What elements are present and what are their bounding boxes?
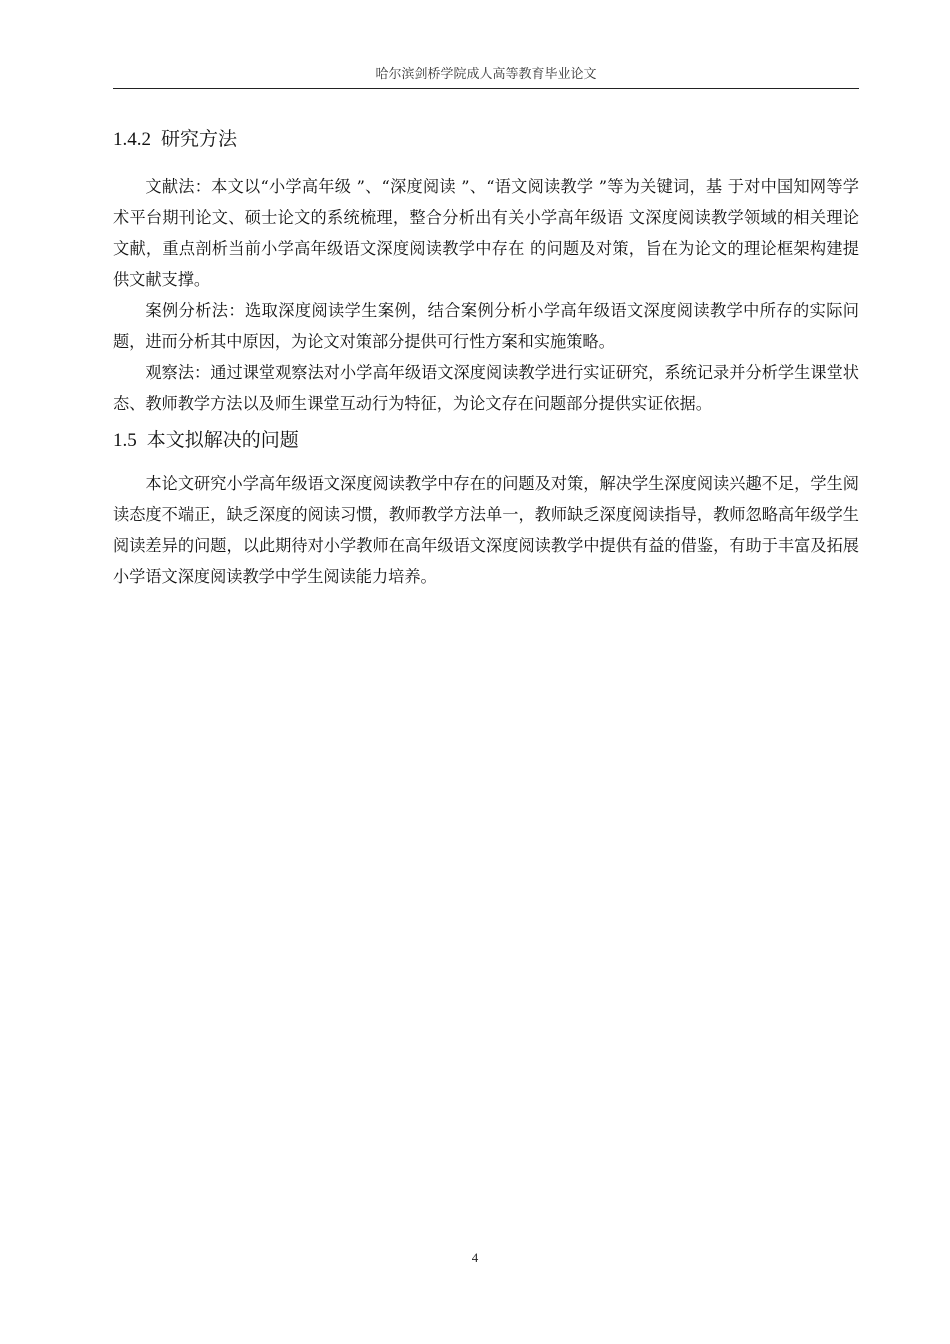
- header-rule: [113, 88, 859, 89]
- section-number: 1.4.2: [113, 129, 151, 150]
- page-number: 4: [471, 1250, 479, 1265]
- paragraph-problems-to-solve: 本论文研究小学高年级语文深度阅读教学中存在的问题及对策，解决学生深度阅读兴趣不足，学生阅读态度不端正，缺乏深度的阅读习惯，教师教学方法单一，教师缺乏深度阅读指导，教师忽略高年级学生阅读差异的问题，以此期待对小学教师在高年级语文深度阅读教学中提供有益的借鉴，有助于丰富及拓展小学语文深度阅读教学中学生阅读能力培养。: [113, 474, 859, 586]
- page-content: [113, 124, 859, 592]
- section-title: 研究方法: [161, 128, 238, 150]
- paragraph-literature-method: 文献法：本文以“小学高年级 ”、“深度阅读 ”、“语文阅读教学 ”等为关键词，基 于对中国知网等学术平台期刊论文、硕士论文的系统梳理，整合分析出有关小学高年级语 文深度阅读教学领域的相关理论文献，重点剖析当前小学高年级语文深度阅读教学中存在 的问题及对策，旨在为论文的理论框架构建提供文献支撑。: [113, 177, 859, 289]
- section-heading-1-4-2: [113, 124, 859, 155]
- paragraph-observation-method: 观察法：通过课堂观察法对小学高年级语文深度阅读教学进行实证研究，系统记录并分析学生课堂状态、教师教学方法以及师生课堂互动行为特征，为论文存在问题部分提供实证依据。: [113, 363, 859, 413]
- running-header: 哈尔滨剑桥学院成人高等教育毕业论文: [375, 67, 597, 82]
- paragraph-case-analysis-method: 案例分析法：选取深度阅读学生案例，结合案例分析小学高年级语文深度阅读教学中所存的实际问题，进而分析其中原因，为论文对策部分提供可行性方案和实施策略。: [113, 301, 859, 351]
- section-title: 本文拟解决的问题: [146, 429, 299, 451]
- section-number: 1.5: [113, 430, 137, 451]
- section-heading-1-5: [113, 425, 859, 456]
